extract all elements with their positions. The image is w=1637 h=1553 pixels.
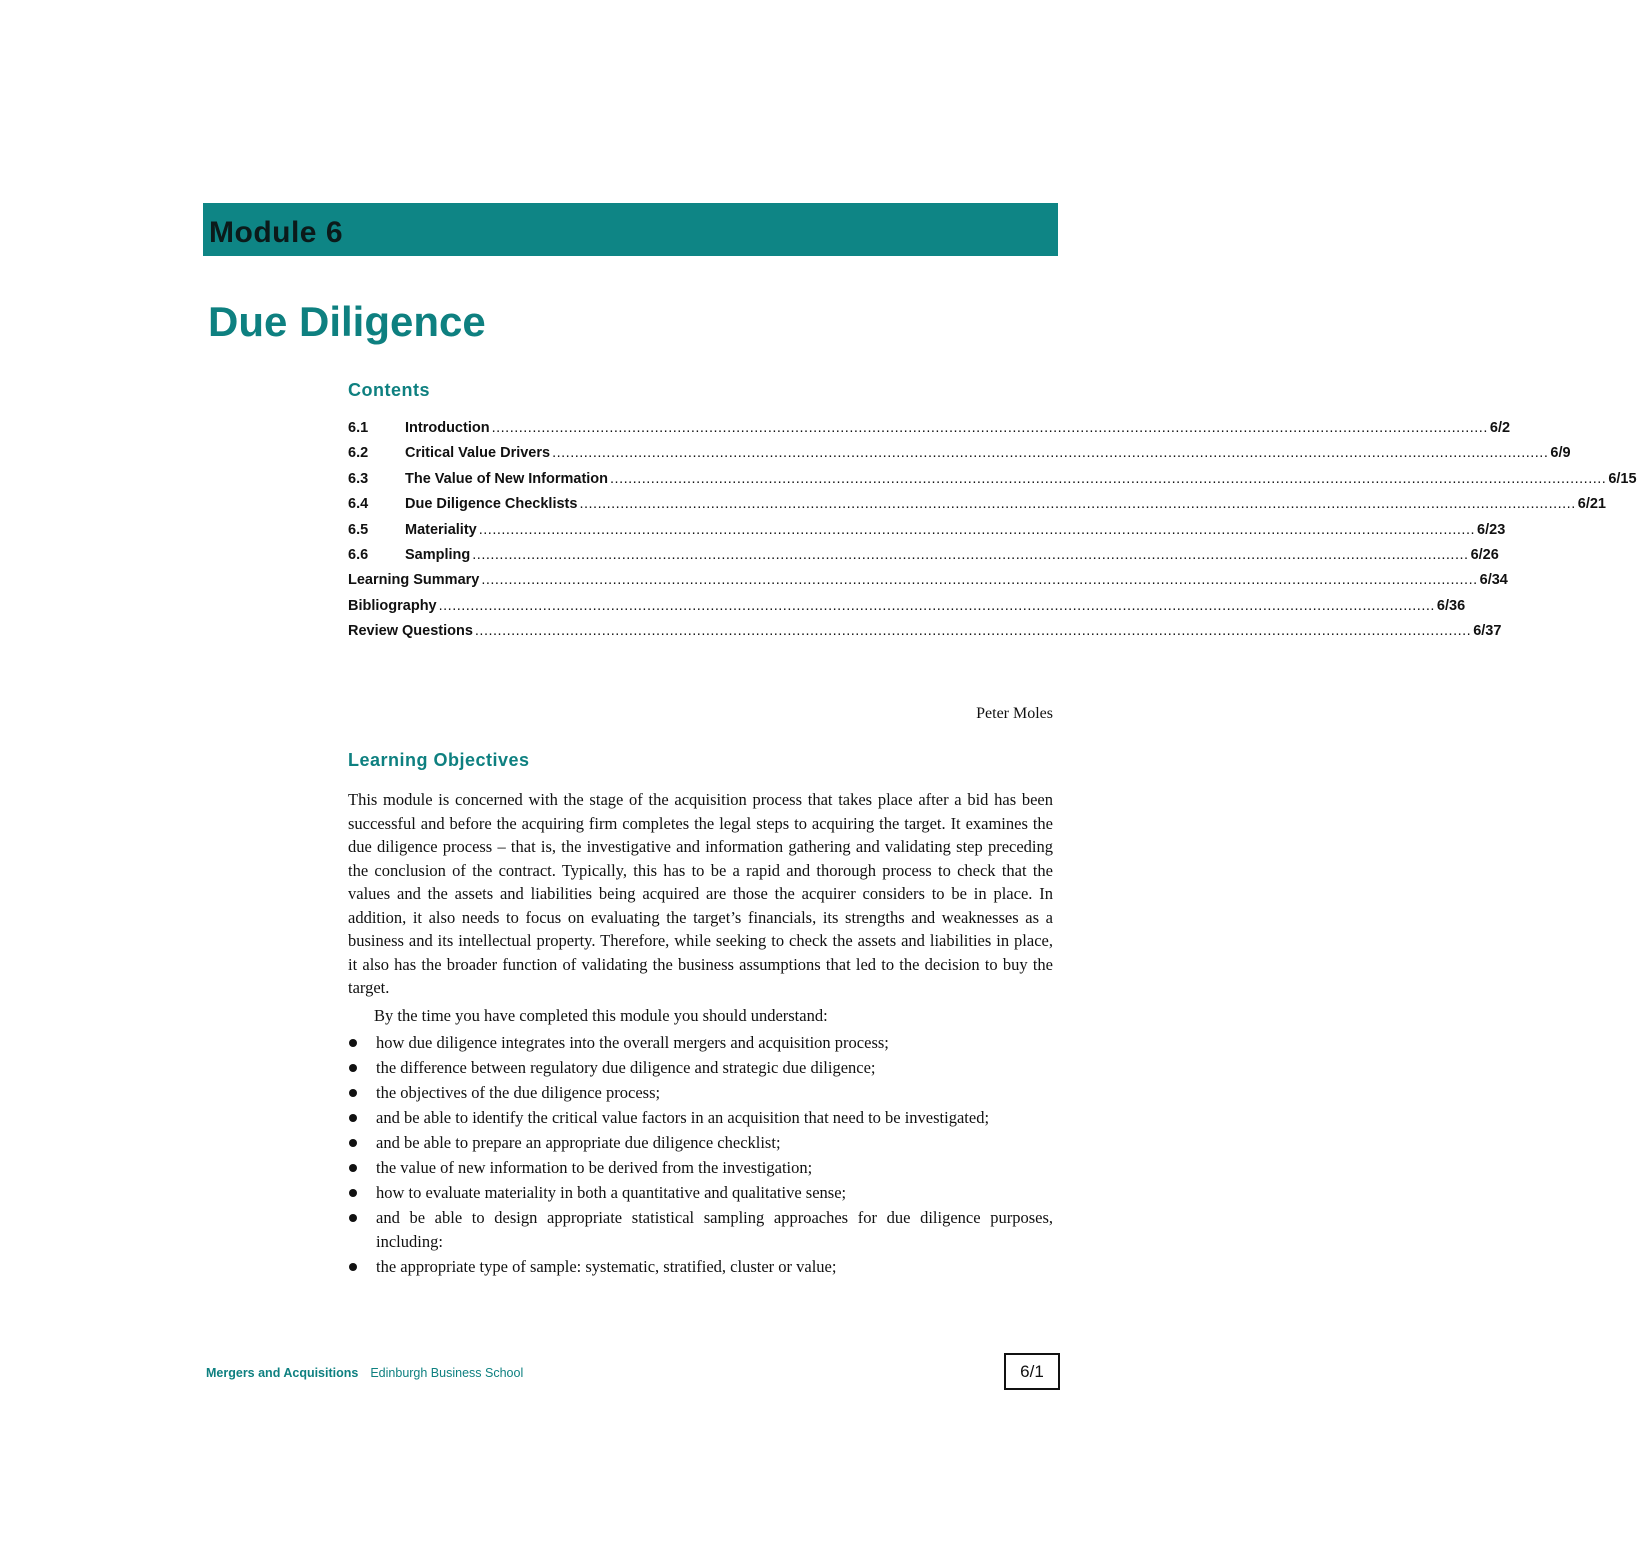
toc-entry-number: 6.6 — [348, 546, 369, 563]
toc-entry-number: 6.4 — [348, 496, 369, 513]
objectives-body — [348, 788, 1053, 1280]
toc-entry-label: Review Questions — [348, 623, 473, 640]
toc-entry-page: 6/21 — [1577, 496, 1606, 513]
list-item: how to evaluate materiality in both a quantitative and qualitative sense; — [348, 1181, 1053, 1205]
list-item: and be able to design appropriate statistical sampling approaches for due diligence purposes, including: — [348, 1206, 1053, 1253]
toc-entry-label: Sampling — [405, 546, 471, 563]
footer-course: Mergers and Acquisitions — [206, 1366, 359, 1380]
list-item: and be able to prepare an appropriate due diligence checklist; — [348, 1131, 1053, 1155]
toc-entry-page: 6/23 — [1477, 521, 1506, 538]
toc-entry[interactable] — [348, 445, 1571, 470]
footer — [206, 1366, 523, 1380]
toc-entry[interactable] — [348, 597, 1466, 623]
objectives-intro: By the time you have completed this module you should understand: — [374, 1005, 828, 1025]
toc-leader-dots: ............................................................................................................................................................................................................................ — [610, 470, 1607, 487]
toc-entry-number: 6.1 — [348, 420, 369, 436]
toc-entry-number: 6.5 — [348, 521, 369, 538]
toc-entry-page: 6/34 — [1479, 572, 1508, 589]
toc-leader-dots: ............................................................................................................................................................................................................................ — [491, 420, 1488, 436]
table-of-contents — [348, 420, 1637, 649]
objectives-heading: Learning Objectives — [348, 750, 530, 770]
toc-entry[interactable] — [348, 521, 1506, 547]
toc-entry-page: 6/37 — [1473, 623, 1502, 640]
module-label: Module 6 — [209, 216, 344, 249]
toc-entry-page: 6/9 — [1550, 445, 1571, 462]
toc-entry-page: 6/36 — [1436, 597, 1466, 614]
toc-leader-dots: ............................................................................................................................................................................................................................ — [481, 572, 1478, 589]
toc-leader-dots: ............................................................................................................................................................................................................................ — [579, 496, 1576, 513]
toc-entry-label: Learning Summary — [348, 572, 480, 589]
toc-entry-page: 6/2 — [1489, 420, 1511, 436]
toc-entry-number: 6.2 — [348, 445, 369, 462]
page-number: 6/1 — [1004, 1353, 1060, 1390]
toc-leader-dots: ............................................................................................................................................................................................................................ — [552, 445, 1549, 462]
toc-leader-dots: ............................................................................................................................................................................................................................ — [478, 521, 1476, 538]
list-item: how due diligence integrates into the overall mergers and acquisition process; — [348, 1031, 1053, 1055]
list-item: and be able to identify the critical value factors in an acquisition that need to be investigated; — [348, 1106, 1053, 1130]
toc-entry-number: 6.3 — [348, 470, 369, 487]
toc-entry-page: 6/15 — [1608, 470, 1637, 487]
toc-entry-label: Due Diligence Checklists — [405, 496, 578, 513]
toc-entry[interactable] — [348, 470, 1637, 496]
objectives-paragraph: This module is concerned with the stage of the acquisition process that takes place after a bid has been successful and before the acquiring firm completes the legal steps to acquiring the target. It examines the due diligence process – that is, the investigative and information gathering and validating step preceding the conclusion of the contract. Typically, this has to be a rapid and thorough process to check that the values and the assets and liabilities being acquired are those the acquirer considers to be in place. In addition, it also needs to focus on evaluating the target’s financials, its strengths and weaknesses as a business and its intellectual property. Therefore, while seeking to check the assets and liabilities in place, it also has the broader function of validating the business assumptions that led to the decision to buy the target. — [348, 790, 1053, 997]
toc-entry[interactable] — [348, 623, 1502, 648]
toc-entry[interactable] — [348, 572, 1508, 597]
objectives-list — [348, 1031, 1053, 1278]
toc-entry-label: Materiality — [405, 521, 477, 538]
module-banner — [203, 203, 1058, 256]
toc-leader-dots: ............................................................................................................................................................................................................................ — [474, 623, 1472, 640]
page-title: Due Diligence — [208, 298, 486, 345]
toc-entry-label: Critical Value Drivers — [405, 445, 551, 462]
toc-entry-label: Introduction — [405, 420, 490, 436]
list-item: the appropriate type of sample: systematic, stratified, cluster or value; — [348, 1255, 1053, 1279]
toc-entry[interactable] — [348, 496, 1606, 521]
toc-entry-label: The Value of New Information — [405, 470, 609, 487]
toc-entry[interactable] — [348, 420, 1511, 445]
author-name: Peter Moles — [976, 705, 1053, 722]
toc-entry[interactable] — [348, 546, 1499, 572]
list-item: the value of new information to be derived from the investigation; — [348, 1156, 1053, 1180]
toc-entry-page: 6/26 — [1470, 546, 1499, 563]
toc-leader-dots: ............................................................................................................................................................................................................................ — [472, 546, 1469, 563]
toc-leader-dots: ............................................................................................................................................................................................................................ — [438, 597, 1435, 614]
toc-entry-label: Bibliography — [348, 597, 437, 614]
list-item: the difference between regulatory due diligence and strategic due diligence; — [348, 1056, 1053, 1080]
list-item: the objectives of the due diligence process; — [348, 1081, 1053, 1105]
footer-school: Edinburgh Business School — [370, 1366, 524, 1380]
contents-heading: Contents — [348, 380, 430, 400]
